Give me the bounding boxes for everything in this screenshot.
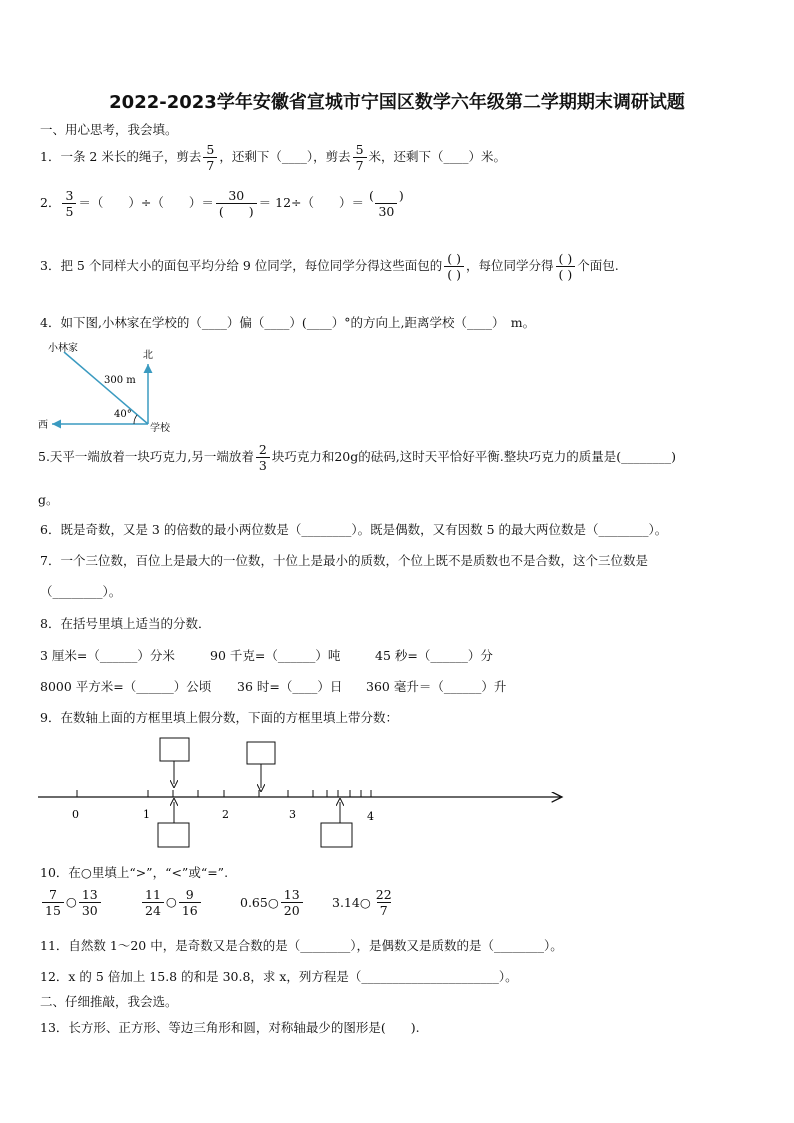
question-11: 11．自然数 1～20 中，是奇数又是合数的是（________），是偶数又是质数的是（________）。 bbox=[40, 938, 563, 953]
q10-item: 0.65○ $\frac{13}{20}$ bbox=[240, 888, 305, 917]
question-8: 8．在括号里填上适当的分数． bbox=[40, 616, 211, 631]
north-label: 北 bbox=[143, 350, 153, 361]
tick-label: 1 bbox=[143, 808, 150, 821]
question-7: 7．一个三位数，百位上是最大的一位数，十位上是最小的质数，个位上既不是质数也不是合数，这个三位数是 bbox=[40, 553, 648, 568]
question-10: 10．在○里填上“>”，“<”或“=”. bbox=[40, 865, 229, 880]
q8-item: 3 厘米=（______）分米 bbox=[40, 648, 175, 663]
tick-label: 0 bbox=[72, 808, 79, 821]
tick-label: 4 bbox=[367, 810, 374, 823]
fraction: $\frac{30}{( )}$ bbox=[216, 189, 257, 218]
fraction: $\frac{5}{7}$ bbox=[353, 143, 367, 172]
number-line bbox=[30, 732, 575, 852]
q10-item: $\frac{7}{15}$ ○ $\frac{13}{30}$ bbox=[40, 888, 103, 917]
fraction: $\frac{( )}{( )}$ bbox=[444, 252, 464, 281]
home-label: 小林家 bbox=[48, 343, 78, 354]
school-label: 学校 bbox=[150, 423, 170, 434]
west-label: 西 bbox=[38, 420, 48, 431]
question-6: 6．既是奇数，又是 3 的倍数的最小两位数是（________）。既是偶数，又有因数 5 的最大两位数是（________）。 bbox=[40, 522, 668, 537]
q8-item: 360 毫升＝（______）升 bbox=[366, 679, 507, 694]
q8-item: 45 秒=（______）分 bbox=[375, 648, 493, 663]
tick-label: 2 bbox=[222, 808, 229, 821]
distance-label: 300 m bbox=[104, 375, 136, 386]
answer-box-bottom bbox=[321, 823, 352, 847]
question-4: 4．如下图,小林家在学校的（____）偏（____）(____）°的方向上,距离学校（____） m。 bbox=[40, 315, 536, 330]
question-1: 1．一条 2 米长的绳子，剪去 $\frac{5}{7}$ ，还剩下（____），剪去 $\frac{5}{7}$ 米，还剩下（____）米。 bbox=[40, 142, 507, 174]
q10-item: 3.14○ $\frac{22}{7}$ bbox=[332, 887, 392, 919]
answer-box-top bbox=[247, 742, 275, 764]
fraction: $\frac{2}{3}$ bbox=[256, 443, 270, 472]
fraction: $\frac{3}{5}$ bbox=[62, 189, 76, 218]
q8-item: 8000 平方米=（______）公顷 bbox=[40, 679, 212, 694]
question-9: 9．在数轴上面的方框里填上假分数，下面的方框里填上带分数： bbox=[40, 710, 398, 725]
fraction: $\frac{( )}{( )}$ bbox=[556, 252, 576, 281]
direction-diagram bbox=[30, 338, 190, 438]
page-title: 2022-2023学年安徽省宣城市宁国区数学六年级第二学期期末调研试题 bbox=[109, 92, 685, 113]
angle-label: 40° bbox=[114, 409, 132, 420]
question-5-unit: g。 bbox=[38, 492, 59, 507]
answer-box-top bbox=[160, 738, 189, 761]
q10-item: $\frac{11}{24}$ ○ $\frac{9}{16}$ bbox=[140, 888, 203, 917]
section-heading-2: 二、仔细推敲，我会选。 bbox=[40, 994, 178, 1009]
path-line bbox=[64, 352, 148, 424]
fraction: $\frac{( )}{30}$ bbox=[369, 188, 404, 220]
answer-box-bottom bbox=[158, 823, 189, 847]
q8-item: 90 千克=（______）吨 bbox=[210, 648, 341, 663]
question-2: 2． $\frac{3}{5}$ ＝（ ）÷（ ）＝ $\frac{30}{( )}$ ＝ 12÷（ ）＝ $\frac{( )}{30}$ bbox=[40, 189, 409, 218]
question-13: 13．长方形、正方形、等边三角形和圆，对称轴最少的图形是( ). bbox=[40, 1020, 420, 1035]
tick-label: 3 bbox=[289, 808, 296, 821]
angle-arc bbox=[134, 415, 137, 424]
question-3: 3．把 5 个同样大小的面包平均分给 9 位同学，每位同学分得这些面包的 $\frac{( )}{( )}$ ，每位同学分得 $\frac{( )}{( )}$ 个面包. bbox=[40, 251, 619, 283]
question-7-answer: （________）。 bbox=[40, 584, 122, 599]
question-12: 12．x 的 5 倍加上 15.8 的和是 30.8，求 x，列方程是（______________________）。 bbox=[40, 969, 518, 984]
fraction: $\frac{5}{7}$ bbox=[203, 143, 217, 172]
section-heading-1: 一、用心思考，我会填。 bbox=[40, 122, 178, 137]
q8-item: 36 时=（____）日 bbox=[237, 679, 343, 694]
question-5: 5.天平一端放着一块巧克力,另一端放着 $\frac{2}{3}$ 块巧克力和20g的砝码,这时天平恰好平衡.整块巧克力的质量是(________) bbox=[38, 442, 676, 474]
